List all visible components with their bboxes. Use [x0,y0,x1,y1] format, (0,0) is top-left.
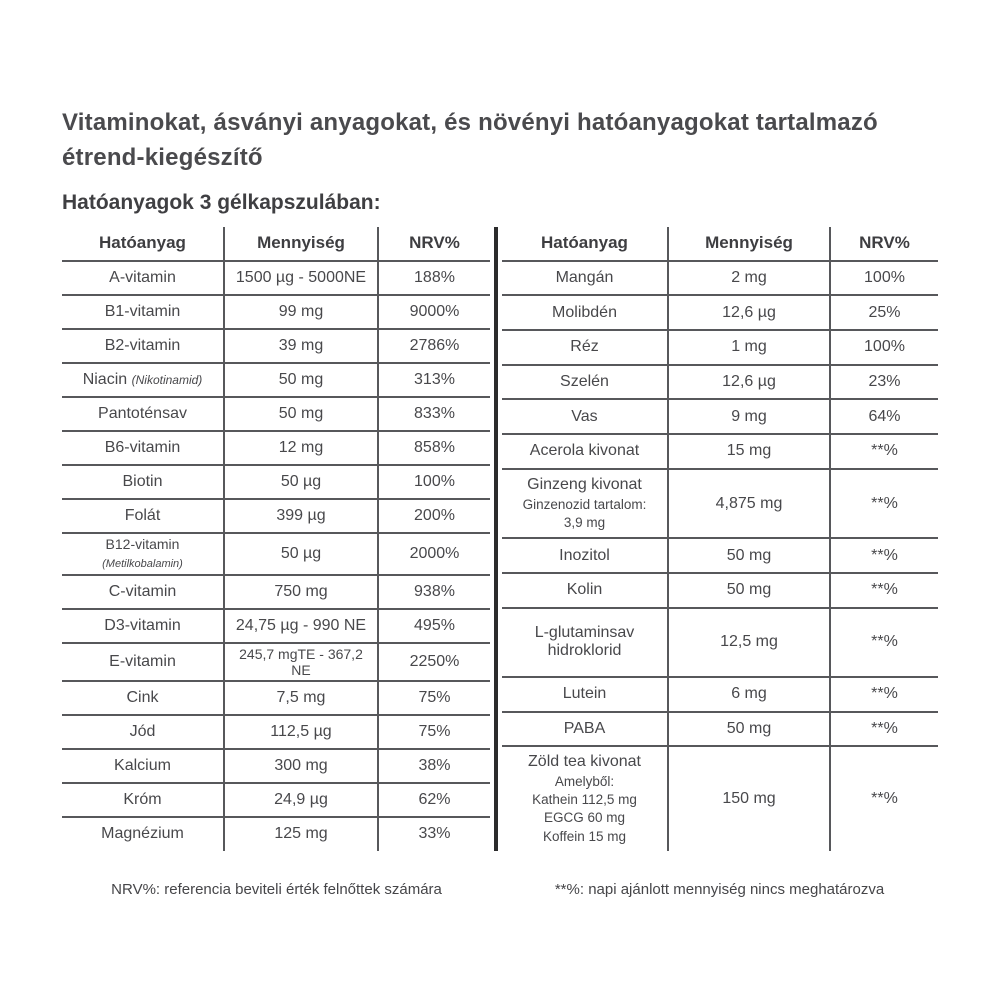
table-row [62,817,490,851]
cell-nrv: 2250% [378,643,490,681]
cell-amount: 24,75 µg - 990 NE [224,609,378,643]
cell-amount: 2 mg [668,261,830,296]
table-row [502,712,938,747]
cell-ingredient [62,817,224,851]
vitamins-table [62,227,490,851]
ingredient-name: Mangán [555,268,614,286]
cell-amount: 1 mg [668,330,830,365]
table-row [502,295,938,330]
table-row [62,499,490,533]
table-row [62,749,490,783]
cell-nrv: 100% [830,330,938,365]
page-title: Vitaminokat, ásványi anyagokat, és növényi hatóanyagokat tartalmazó étrend-kiegészítő [62,109,878,171]
table-row [502,469,938,538]
cell-amount: 9 mg [668,399,830,434]
table-row [502,434,938,469]
col-header-ingredient: Hatóanyag [502,227,668,261]
ingredient-name: Ginzeng kivonat [527,475,642,493]
ingredient-name: Pantoténsav [98,404,187,422]
cell-ingredient [62,575,224,609]
cell-amount: 39 mg [224,329,378,363]
cell-amount: 50 mg [668,538,830,573]
cell-nrv: **% [830,608,938,677]
table-row [62,431,490,465]
cell-nrv: **% [830,434,938,469]
ingredient-name: Vas [571,407,598,425]
cell-nrv: 100% [378,465,490,499]
ingredient-tables [62,227,940,851]
cell-amount: 12,6 µg [668,365,830,400]
col-header-amount: Mennyiség [224,227,378,261]
table-row [502,330,938,365]
table-row [502,677,938,712]
ingredient-name: B6-vitamin [104,438,181,456]
ingredient-name: Folát [124,506,161,524]
cell-amount: 1500 µg - 5000NE [224,261,378,295]
ingredient-name: Biotin [122,472,163,490]
cell-ingredient [502,261,668,296]
cell-ingredient [62,643,224,681]
footnote-undefined-daily: **%: napi ajánlott mennyiség nincs meghatározva [554,880,885,898]
cell-amount: 50 µg [224,465,378,499]
cell-nrv: 62% [378,783,490,817]
cell-nrv: **% [830,573,938,608]
table-row [62,363,490,397]
footnote-nrv: NRV%: referencia beviteli érték felnőttek számára [111,880,442,898]
cell-ingredient [62,329,224,363]
ingredient-name: Lutein [562,685,607,703]
col-header-nrv: NRV% [859,233,910,253]
cell-amount: 6 mg [668,677,830,712]
table-row [62,681,490,715]
cell-ingredient [62,783,224,817]
cell-nrv: 833% [378,397,490,431]
ingredient-name: Inozitol [559,546,610,564]
table-row [62,465,490,499]
cell-amount: 12,5 mg [668,608,830,677]
table-divider [494,227,498,851]
cell-nrv: 495% [378,609,490,643]
table-row [62,295,490,329]
cell-amount: 15 mg [668,434,830,469]
cell-ingredient [62,499,224,533]
table-row [62,643,490,681]
cell-ingredient [62,715,224,749]
page-subtitle: Hatóanyagok 3 gélkapszulában: [62,190,381,214]
cell-nrv: 38% [378,749,490,783]
cell-nrv: 2000% [378,533,490,575]
ingredient-name: Molibdén [552,303,617,321]
cell-amount: 750 mg [224,575,378,609]
cell-nrv: 25% [830,295,938,330]
cell-nrv: **% [830,538,938,573]
minerals-botanicals-table [502,227,938,851]
cell-ingredient [502,295,668,330]
ingredient-name: C-vitamin [108,582,177,600]
cell-ingredient [502,399,668,434]
cell-amount: 150 mg [668,746,830,850]
ingredient-subline: Koffein 15 mg [542,828,627,844]
table-row [62,783,490,817]
cell-ingredient [502,712,668,747]
ingredient-name: Niacin [82,370,128,388]
cell-nrv: **% [830,712,938,747]
cell-ingredient [62,295,224,329]
cell-nrv: 313% [378,363,490,397]
ingredient-name: Kalcium [114,756,171,774]
cell-amount: 125 mg [224,817,378,851]
cell-amount: 50 mg [668,573,830,608]
ingredient-note: (Metilkobalamin) [102,557,183,570]
ingredient-note: (Nikotinamid) [131,372,203,387]
ingredient-name: Cink [126,688,159,706]
table-row [62,533,490,575]
table-row [62,609,490,643]
ingredient-name: E-vitamin [109,652,176,670]
table-row [502,365,938,400]
ingredient-name: A-vitamin [109,268,176,286]
cell-nrv: **% [830,469,938,538]
cell-nrv: **% [830,677,938,712]
table-row [62,715,490,749]
cell-ingredient [62,681,224,715]
table-row [502,399,938,434]
ingredient-name: Jód [129,722,156,740]
cell-amount: 399 µg [224,499,378,533]
cell-ingredient [502,608,668,677]
ingredient-name: Kolin [566,581,603,599]
header-row [62,227,490,261]
cell-nrv: 938% [378,575,490,609]
ingredient-name: Magnézium [101,825,184,843]
cell-nrv: 200% [378,499,490,533]
ingredient-name: Króm [123,790,162,808]
cell-nrv: **% [830,746,938,850]
ingredient-name: B1-vitamin [104,302,181,320]
cell-amount: 24,9 µg [224,783,378,817]
col-header-nrv: NRV% [409,233,460,253]
cell-nrv: 858% [378,431,490,465]
cell-ingredient [62,363,224,397]
col-header-ingredient: Hatóanyag [62,227,224,261]
cell-ingredient [62,261,224,295]
ingredient-name: D3-vitamin [104,616,181,634]
cell-nrv: 75% [378,681,490,715]
cell-ingredient [502,746,668,850]
cell-ingredient [62,397,224,431]
cell-nrv: 33% [378,817,490,851]
ingredient-name: B12-vitamin [105,535,180,552]
cell-ingredient [62,749,224,783]
table-row [62,397,490,431]
cell-amount: 4,875 mg [668,469,830,538]
cell-amount: 112,5 µg [224,715,378,749]
ingredient-subline: Amelyből: [554,773,615,789]
cell-amount: 50 µg [224,533,378,575]
table-row [62,575,490,609]
cell-ingredient [502,469,668,538]
cell-amount: 245,7 mgTE - 367,2 NE [224,643,378,681]
cell-amount: 12 mg [224,431,378,465]
cell-nrv: 75% [378,715,490,749]
cell-amount: 50 mg [668,712,830,747]
cell-ingredient [62,465,224,499]
ingredient-name: Acerola kivonat [529,442,640,460]
cell-nrv: 23% [830,365,938,400]
ingredient-subline: Kathein 112,5 mg [532,792,637,808]
table-row [62,261,490,295]
cell-ingredient [62,609,224,643]
cell-amount: 12,6 µg [668,295,830,330]
ingredient-subline: 3,9 mg [563,514,606,530]
table-row [502,608,938,677]
cell-ingredient [62,431,224,465]
cell-nrv: 188% [378,261,490,295]
cell-nrv: 64% [830,399,938,434]
cell-ingredient [502,365,668,400]
table-row [502,573,938,608]
table-row [502,746,938,850]
table-row [62,329,490,363]
ingredient-subline: EGCG 60 mg [543,810,626,826]
ingredient-name: PABA [563,720,606,738]
cell-amount: 99 mg [224,295,378,329]
ingredient-name: Szelén [560,373,609,391]
col-header-amount: Mennyiség [668,227,830,261]
ingredient-name: Réz [570,338,599,356]
ingredient-name: B2-vitamin [104,336,181,354]
cell-ingredient [502,538,668,573]
cell-ingredient [502,330,668,365]
cell-ingredient [62,533,224,575]
header-row [502,227,938,261]
table-row [502,261,938,296]
cell-amount: 7,5 mg [224,681,378,715]
cell-amount: 50 mg [224,363,378,397]
ingredient-name: L-glutaminsav hidroklorid [534,624,635,660]
cell-amount: 50 mg [224,397,378,431]
ingredient-name: Zöld tea kivonat [528,753,641,771]
cell-ingredient [502,677,668,712]
footnotes [62,881,940,898]
ingredient-subline: Ginzenozid tartalom: [522,496,647,512]
cell-nrv: 100% [830,261,938,296]
cell-ingredient [502,434,668,469]
cell-nrv: 2786% [378,329,490,363]
cell-amount: 300 mg [224,749,378,783]
table-row [502,538,938,573]
cell-ingredient [502,573,668,608]
cell-nrv: 9000% [378,295,490,329]
